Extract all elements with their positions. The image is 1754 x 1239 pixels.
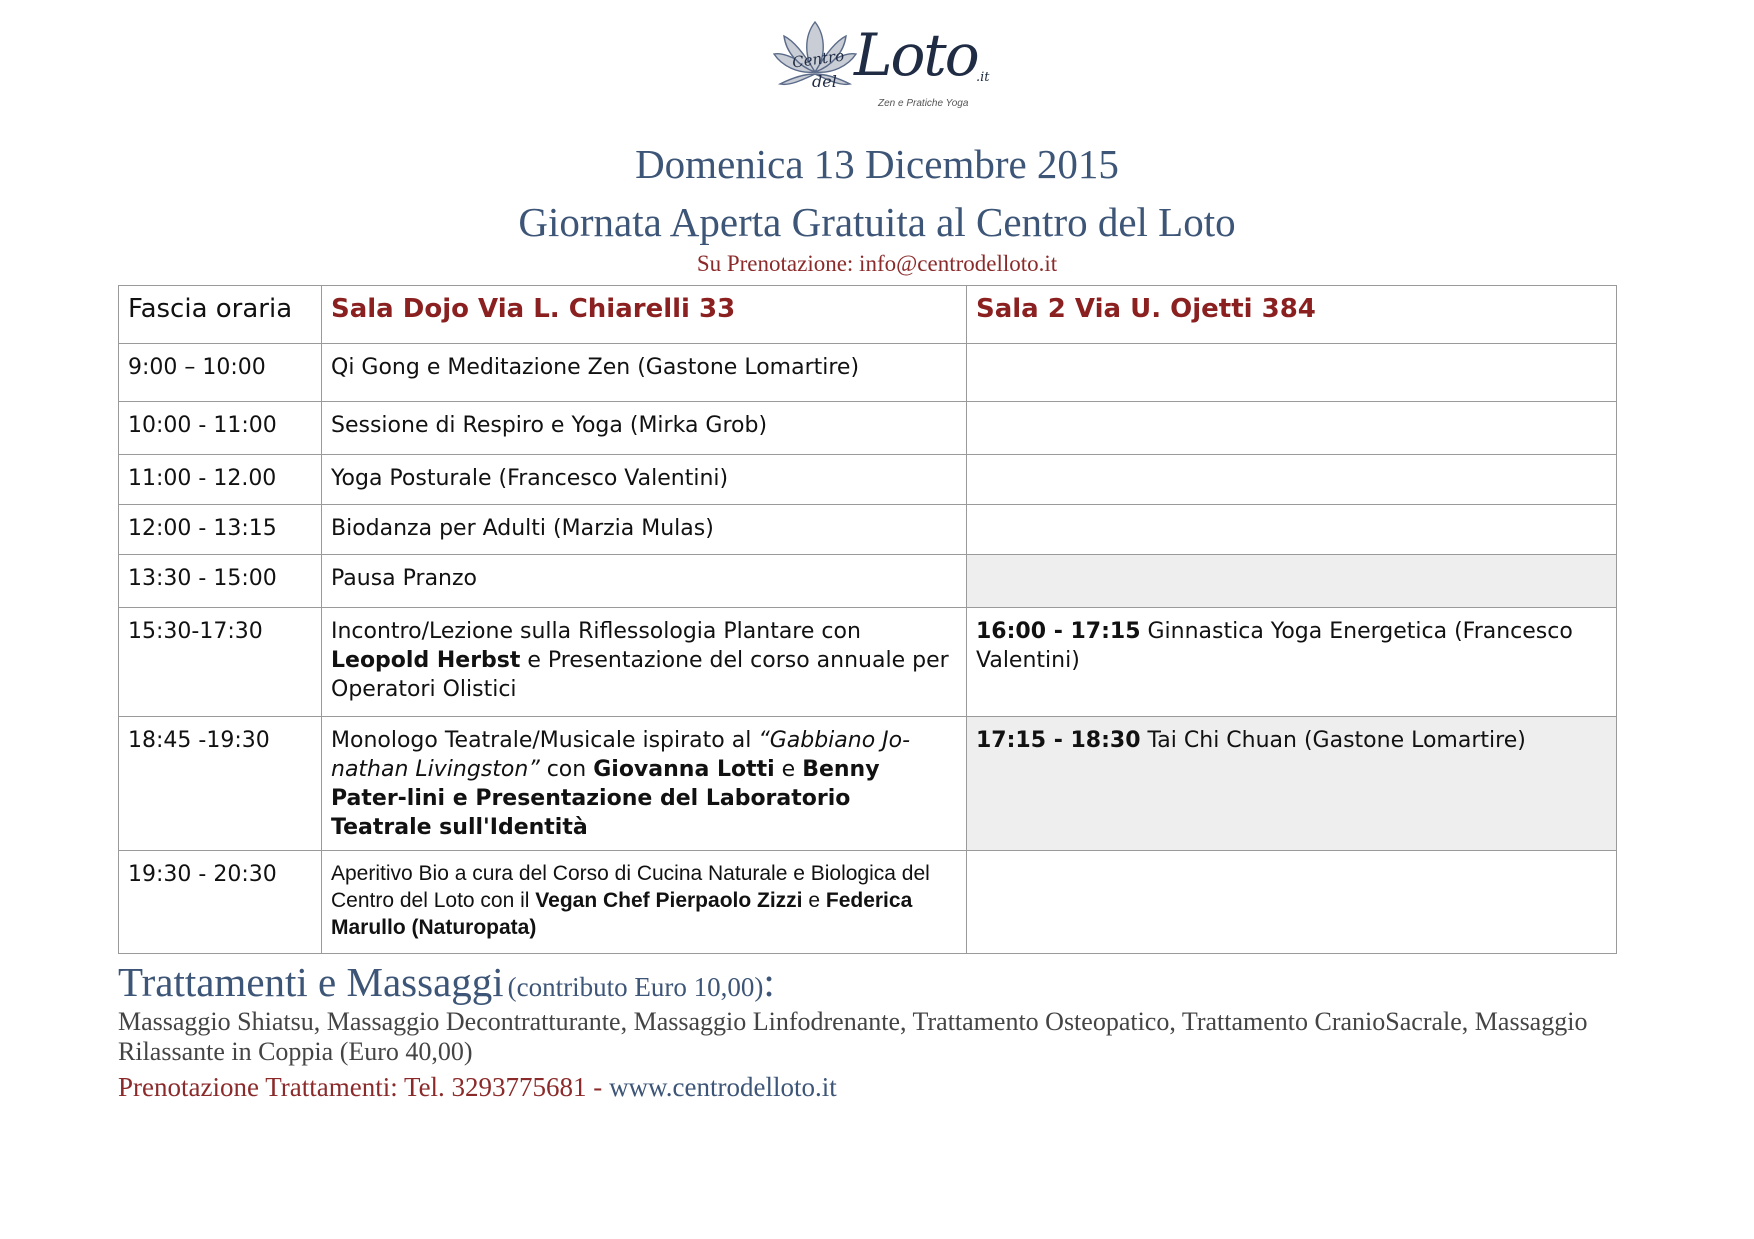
sala-dojo-activity [322,717,967,851]
activity-text: e [774,757,803,782]
sala-2-activity [967,851,1617,954]
table-row [119,455,1617,505]
activity-text: Aperitivo Bio a cura del Corso di Cucina Naturale e Biologica del Centro del Loto con il [331,862,930,912]
time-slot: 18:45 -19:30 [119,717,322,851]
sala-dojo-activity: Pausa Pranzo [322,555,967,608]
event-title: Giornata Aperta Gratuita al Centro del Loto [518,199,1236,245]
treatments-colon: : [763,959,775,1005]
activity-text: Tai Chi Chuan (Gastone Lomartire) [1140,728,1526,753]
sala-dojo-activity [322,851,967,954]
teacher-name: Vegan Chef Pierpaolo Zizzi [535,889,803,912]
sala-2-activity [967,505,1617,555]
treatments-contribution: (contributo Euro 10,00) [507,972,764,1002]
booking-info: Su Prenotazione: info@centrodelloto.it [696,251,1058,276]
logo-it-text: .it [976,70,990,85]
table-header-row [119,286,1617,344]
centro-del-loto-logo [770,14,1020,114]
event-date: Domenica 13 Dicembre 2015 [635,141,1119,187]
logo-centro-text: Centro [791,46,846,72]
sala-2-activity [967,555,1617,608]
work-title: “Gabbiano Jo-nathan Livingston” [331,728,911,782]
time-slot: 11:00 - 12.00 [119,455,322,505]
activity-text: e [802,889,826,912]
table-row [119,402,1617,455]
treatments-title: Trattamenti e Massaggi [118,959,504,1005]
time-slot: 12:00 - 13:15 [119,505,322,555]
sala-2-activity [967,455,1617,505]
sala-dojo-activity: Yoga Posturale (Francesco Valentini) [322,455,967,505]
column-header-time: Fascia oraria [119,286,322,344]
sala-dojo-activity: Sessione di Respiro e Yoga (Mirka Grob) [322,402,967,455]
time-slot: 9:00 – 10:00 [119,344,322,402]
time-slot: 13:30 - 15:00 [119,555,322,608]
table-row [119,717,1617,851]
sala-dojo-activity: Biodanza per Adulti (Marzia Mulas) [322,505,967,555]
time-slot: 10:00 - 11:00 [119,402,322,455]
teacher-name: Benny Pater-lini e Presentazione del Laboratorio Teatrale sull'Identità [331,757,880,840]
treatments-booking [118,1072,837,1103]
sala-2-time: 17:15 - 18:30 [976,728,1141,753]
activity-text: e Presentazione del corso annuale per Operatori Olistici [331,648,949,702]
table-row [119,555,1617,608]
sala-2-time: 16:00 - 17:15 [976,619,1141,644]
table-row [119,505,1617,555]
sala-2-activity [967,717,1617,851]
activity-text: Ginnastica Yoga Energetica (Francesco Valentini) [976,619,1573,673]
treatments-phone: Prenotazione Trattamenti: Tel. 3293775681 - [118,1072,610,1102]
treatments-list: Massaggio Shiatsu, Massaggio Decontratturante, Massaggio Linfodrenante, Trattamento Osteopatico, Trattamento CranioSacrale, Massaggio Rilassante in Coppia (Euro 40,00) [118,1007,1588,1066]
sala-2-activity [967,402,1617,455]
table-row [119,851,1617,954]
time-slot: 15:30-17:30 [119,608,322,717]
sala-2-activity [967,344,1617,402]
column-header-sala-dojo: Sala Dojo Via L. Chiarelli 33 [322,286,967,344]
table-row [119,344,1617,402]
schedule-table [118,285,1617,954]
sala-dojo-activity: Qi Gong e Meditazione Zen (Gastone Lomartire) [322,344,967,402]
sala-dojo-activity [322,608,967,717]
time-slot: 19:30 - 20:30 [119,851,322,954]
logo-tagline: Zen e Pratiche Yoga [878,98,969,109]
teacher-name: Federica Marullo (Naturopata) [331,889,913,939]
activity-text: Monologo Teatrale/Musicale ispirato al [331,728,759,753]
column-header-sala-2: Sala 2 Via U. Ojetti 384 [967,286,1617,344]
teacher-name: Giovanna Lotti [593,757,775,782]
logo-loto-text: Loto [854,21,978,89]
table-row [119,608,1617,717]
activity-text: con [539,757,594,782]
teacher-name: Leopold Herbst [331,648,521,673]
logo-del-text: del [812,72,837,91]
activity-text: Incontro/Lezione sulla Riflessologia Plantare con [331,619,861,644]
treatments-heading [118,958,775,1006]
sala-2-activity [967,608,1617,717]
website-link[interactable]: www.centrodelloto.it [609,1072,837,1102]
